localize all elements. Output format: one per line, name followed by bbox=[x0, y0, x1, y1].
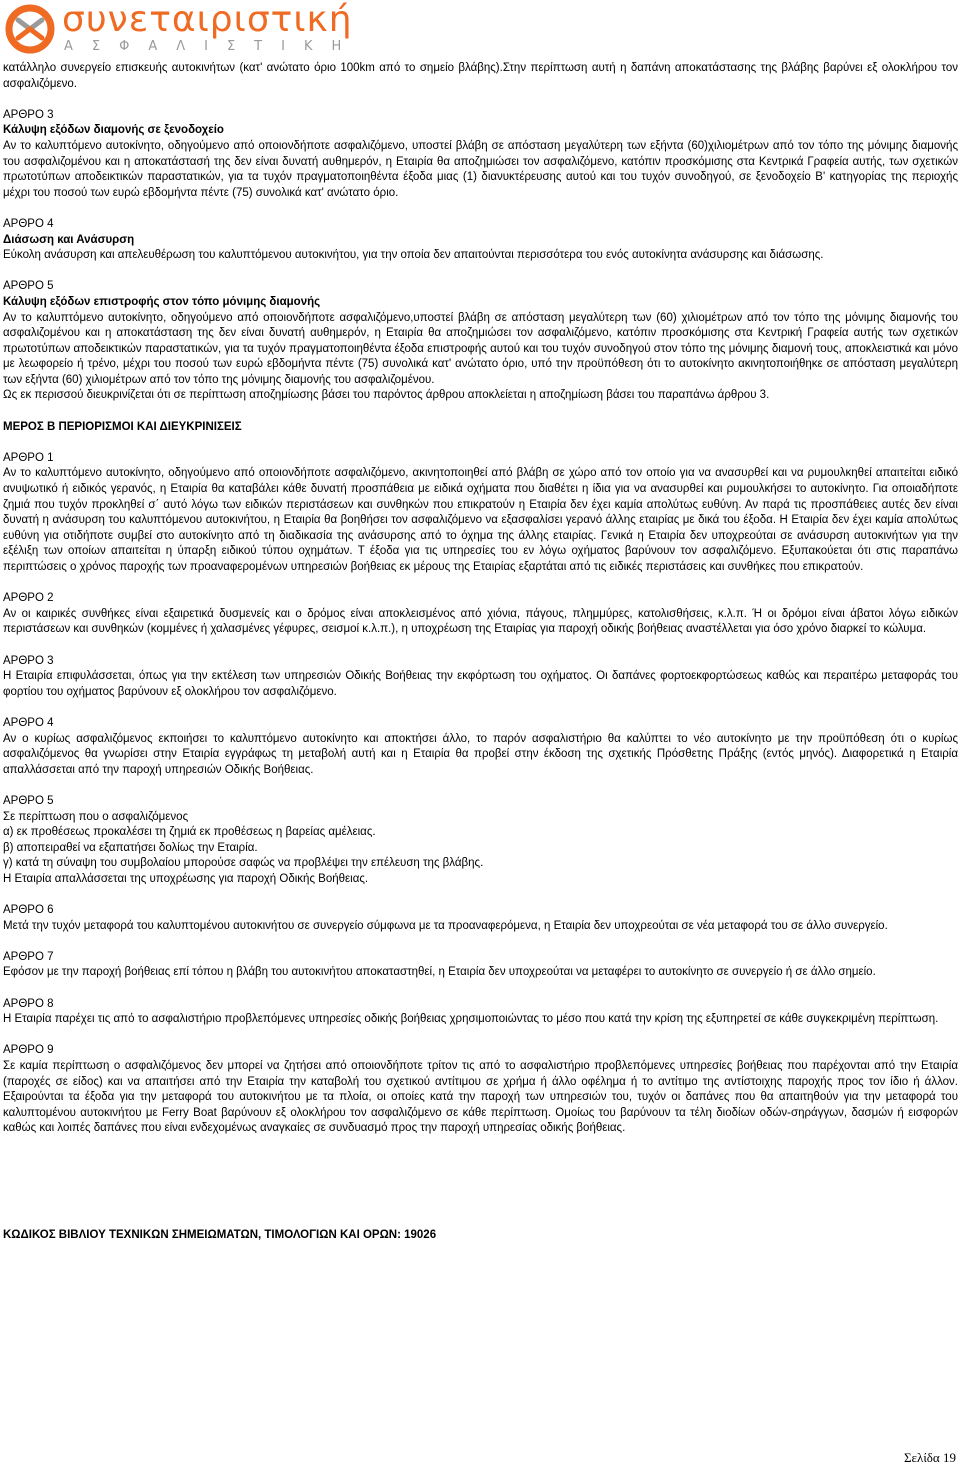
page-number: Σελίδα 19 bbox=[903, 1450, 956, 1465]
article-text: Εφόσον με την παροχή βοήθειας επί τόπου η βλάβη του αυτοκινήτου αποκαταστηθεί, η Εταιρία δεν υποχρεούται να μεταφέρει το αυτοκίνητο σε συνεργείο ή σε άλλο σημείο. bbox=[3, 966, 876, 979]
article-title: Κάλυψη εξόδων επιστροφής στον τόπο μόνιμης διαμονής bbox=[3, 295, 321, 308]
list-item: β) αποπειραθεί να εξαπατήσει δολίως την Εταιρία. bbox=[3, 841, 258, 854]
article-text: Η Εταιρία παρέχει τις από το ασφαλιστήριο προβλεπόμενες υπηρεσίες οδικής βοήθειας χρησιμοποιώντας το μέσο που κατά την κρίση της εξυπηρετεί σε κάθε συγκεκριμένη περίπτωση. bbox=[3, 1013, 939, 1026]
document-body bbox=[3, 61, 958, 1137]
page-header bbox=[0, 0, 960, 58]
article-text: Μετά την τυχόν μεταφορά του καλυπτομένου αυτοκινήτου σε συνεργείο σύμφωνα με τα προαναφερόμενα, η Εταιρία δεν υποχρεούται σε νέα μεταφορά του σε άλλο συνεργείο. bbox=[3, 919, 888, 932]
logo-wordmark: συνεταιριστική bbox=[62, 0, 353, 40]
article-title: Διάσωση και Ανάσυρση bbox=[3, 233, 135, 246]
article-heading: ΑΡΘΡΟ 3 bbox=[3, 654, 54, 667]
company-logo-icon bbox=[4, 4, 56, 54]
article-text: Η Εταιρία απαλλάσσεται της υποχρέωσης για παροχή Οδικής Βοήθειας. bbox=[3, 872, 369, 885]
intro-paragraph: κατάλληλο συνεργείο επισκευής αυτοκινήτων (κατ' ανώτατο όριο 100km από το σημείο βλάβης).Στην περίπτωση αυτή η δαπάνη αποκατάστασης της βλάβης βαρύνει εξ ολοκλήρου τον ασφαλιζόμενο. bbox=[3, 62, 958, 90]
article-heading: ΑΡΘΡΟ 4 bbox=[3, 716, 54, 729]
article-heading: ΑΡΘΡΟ 5 bbox=[3, 794, 54, 807]
list-item: γ) κατά τη σύναψη του συμβολαίου μπορούσε σαφώς να προβλέψει την επέλευση της βλάβης. bbox=[3, 857, 484, 870]
article-text: Αν το καλυπτόμενο αυτοκίνητο, οδηγούμενο από οποιονδήποτε ασφαλιζόμενο, υποστεί βλάβη σε απόσταση μεγαλύτερη των εξήντα (60)χιλιομέτρων από τον τόπο της μόνιμης διαμονής του ασφαλιζομένου και η αποκατάστασή της δεν είναι δυνατή αυθημερόν, η Εταιρία θα αποζημιώσει τον ασφαλιζόμενο, κατόπιν προσκόμισης στα Κεντρικά Γραφεία αυτής, των σχετικών πρωτοτύπων αποδεικτικών παραστατικών, για τα τυχόν πραγματοποιηθέντα έξοδα μιας (1) διανυκτέρευσης αυτού και του τυχόν συνοδηγού, σε ξενοδοχείο Β' κατηγορίας της περιοχής μέχρι του ποσού των ευρώ εβδομήντα πέντε (75) συνολικά κατ' ανώτατο όριο. bbox=[3, 139, 958, 199]
article-heading: ΑΡΘΡΟ 9 bbox=[3, 1044, 54, 1057]
list-item: α) εκ προθέσεως προκαλέσει τη ζημιά εκ προθέσεως η βαρείας αμέλειας. bbox=[3, 826, 376, 839]
article-title: Κάλυψη εξόδων διαμονής σε ξενοδοχείο bbox=[3, 124, 224, 137]
article-heading: ΑΡΘΡΟ 7 bbox=[3, 950, 54, 963]
article-text: Η Εταιρία επιφυλάσσεται, όπως για την εκτέλεση των υπηρεσιών Οδικής Βοήθειας την εκφόρτωση του οχήματος. Οι δαπάνες φορτοεκφορτώσεως καθώς και περαιτέρω μεταφοράς του φορτίου του οχήματος βαρύνουν εξ ολοκλήρου τον ασφαλιζόμενο. bbox=[3, 670, 958, 698]
article-heading: ΑΡΘΡΟ 5 bbox=[3, 280, 54, 293]
article-text: Αν οι καιρικές συνθήκες είναι εξαιρετικά δυσμενείς και ο δρόμος είναι αποκλεισμένος από χιόνια, πάγους, πλημμύρες, κατολισθήσεις, κ.λ.π. Ή οι δρόμοι είναι άβατοι λόγω ειδικών περιστάσεων και συνθηκών (κομμένες ή χαλασμένες γέφυρες, σεισμοί κ.λ.π.), η υποχρέωση της Εταιρίας για παροχή οδικής βοήθειας αναστέλλεται για όσο χρόνο διαρκεί το κώλυμα. bbox=[3, 607, 958, 636]
article-heading: ΑΡΘΡΟ 6 bbox=[3, 904, 54, 917]
article-heading: ΑΡΘΡΟ 1 bbox=[3, 451, 54, 464]
article-text: Σε περίπτωση που ο ασφαλιζόμενος bbox=[3, 810, 189, 823]
article-text: Ως εκ περισσού διευκρινίζεται ότι σε περίπτωση αποζημίωσης βάσει του παρόντος άρθρου αποκλείεται η αποζημίωση βάσει του παραπάνω άρθρου 3. bbox=[3, 389, 770, 402]
logo-subtitle: ΑΣΦΑΛΙΣΤΙΚΗ bbox=[64, 39, 361, 54]
article-text: Αν το καλυπτόμενο αυτοκίνητο, οδηγούμενο από οποιονδήποτε ασφαλιζόμενο, ακινητοποιηθεί από βλάβη σε χώρο από τον οποίο για να ανασυρθεί και να ρυμουλκηθεί απαιτείται ειδικό ανυψωτικό ή ειδικός γερανός, η Εταιρία θα καταβάλει κάθε δυνατή προσπάθεια με ειδικά οχήματα που διαθέτει η ίδια για να ανασυρθεί και ρυμουλκήσει το αυτοκίνητο. Για οποιαδήποτε ζημιά που τυχόν προκληθεί σ΄ αυτό λόγω των ειδικών περιστάσεων και συνθηκών που επικρατούν η Εταιρία δεν έχει καμία απολύτως ευθύνη. Αν παρά τις προσπάθειες αυτές δεν είναι δυνατή η ανάσυρση του καλυπτόμενου αυτοκινήτου, η Εταιρία θα βοηθήσει τον ασφαλιζόμενο να εξασφαλίσει γερανό άλλης εταιρίας με δικά του έξοδα. Η Εταιρία δεν έχει καμία απολύτως ευθύνη για οτιδήποτε συμβεί στο αυτοκίνητο από τη διαδικασία της ανάσυρσης από το όχημα της άλλης εταιρίας. Γενικά η Εταιρία δεν υποχρεούται σε ανάσυρση αυτοκινήτων για την εξέλιξη των οποίων απαιτείται η ύπαρξη ειδικού τύπου οχημάτων. Τ έξοδα για τις υπηρεσίες του εν λόγω οχήματος βαρύνουν τον ασφαλιζόμενο. Εξυπακούεται ότι στις παραπάνω περιπτώσεις ο χρόνος παροχής των προαναφερομένων υπηρεσιών βοήθειας εκ μέρους της Εταιρίας εξαρτάται από τις ειδικές περιστάσεις και συνθήκες που επικρατούν. bbox=[3, 467, 958, 573]
section-title: ΜΕΡΟΣ Β ΠΕΡΙΟΡΙΣΜΟΙ ΚΑΙ ΔΙΕΥΚΡΙΝΙΣΕΙΣ bbox=[3, 420, 242, 433]
article-heading: ΑΡΘΡΟ 4 bbox=[3, 217, 54, 230]
article-text: Αν το καλυπτόμενο αυτοκίνητο, οδηγούμενο από οποιονδήποτε ασφαλιζόμενο,υποστεί βλάβη σε απόσταση μεγαλύτερη των (60) χιλιομέτρων από τον τόπο της μόνιμης διαμονής του ασφαλιζομένου και η αποκατάσταση της δεν είναι δυνατή αυθημερόν, η Εταιρία θα αποζημιώσει τον ασφαλιζόμενο, κατόπιν προσκόμισης στα Κεντρική Γραφεία αυτής των σχετικών πρωτοτύπων αποδεικτικών παραστατικών, για τα τυχόν πραγματοποιηθέντα έξοδα επιστροφής αυτού και του τυχόν συνοδηγού στον τόπο της μόνιμης διαμονή τους, αποκλειστικά και μόνο με λεωφορείο ή τρένο, μέχρι του ποσού των ευρώ εβδομήντα πέντε (75) συνολικά κατ' ανώτατο όριο, υπό την προϋπόθεση ότι το αυτοκίνητο ακινητοποιήθηκε σε απόσταση μεγαλύτερη των εξήντα (60) χιλιομέτρων από τον τόπο της μόνιμης διαμονής του ασφαλιζομένου. bbox=[3, 311, 958, 386]
article-text: Σε καμία περίπτωση ο ασφαλιζόμενος δεν μπορεί να ζητήσει από οποιονδήποτε τρίτον τις από το ασφαλιστήριο προβλεπόμενες υπηρεσίες βοήθειας που παρέχονται από την Εταιρία (παροχές σε είδος) και να απαιτήσει από την Εταιρία την καταβολή του σχετικού αντίτιμου σε χρήμα ή άλλο οφέλημα ή το αντίτιμο της αντίστοιχης παροχής προς τον ίδιο ή άλλον. Εξαιρούνται τα έξοδα για την μεταφορά του αυτοκινήτου με τα πλοία, οι οποίες κατά την παροχή των υπηρεσιών του, τυχόν οι δαπάνες που θα απαιτηθούν για την μεταφορά του καλυπτομένου αυτοκινήτου με Ferry Boat βαρύνουν εξ ολοκλήρου τον ασφαλιζόμενο σε κάθε περίπτωση. Ομοίως του βαρύνουν τα τέλη διοδίων οδών-σηράγγων, δασμών ή εισφορών καθώς και λοιπές δαπάνες που είναι ενδεχομένως αναγκαίες σε συνδυασμό προς την παροχή υπηρεσίας οδικής βοήθειας. bbox=[3, 1060, 958, 1135]
article-heading: ΑΡΘΡΟ 2 bbox=[3, 592, 54, 605]
article-heading: ΑΡΘΡΟ 8 bbox=[3, 997, 54, 1010]
document-code: ΚΩΔΙΚΟΣ ΒΙΒΛΙΟΥ ΤΕΧΝΙΚΩΝ ΣΗΜΕΙΩΜΑΤΩΝ, ΤΙΜΟΛΟΓΙΩΝ ΚΑΙ ΟΡΩΝ: 19026 bbox=[3, 1229, 437, 1241]
article-text: Αν ο κυρίως ασφαλιζόμενος εκποιήσει το καλυπτόμενο αυτοκίνητο και αποκτήσει άλλο, το παρόν ασφαλιστήριο θα καλύπτει το νέο αυτοκίνητο με την προϋπόθεση ότι ο κυρίως ασφαλιζόμενος θα γνωρίσει στην Εταιρία εγγράφως τη μεταβολή αυτή και η Εταιρία θα προβεί στην έκδοση της σχετικής Πρόσθετης Πράξης (εντός μηνός). Διαφορετικά η Εταιρία απαλλάσσεται από την παροχή υπηρεσιών Οδικής Βοήθειας. bbox=[3, 732, 958, 776]
article-text: Εύκολη ανάσυρση και απελευθέρωση του καλυπτόμενου αυτοκινήτου, για την οποία δεν απαιτούνται περισσότερα του ενός αυτοκίνητα ανάσυρσης και διάσωσης. bbox=[3, 249, 824, 262]
article-heading: ΑΡΘΡΟ 3 bbox=[3, 108, 54, 121]
